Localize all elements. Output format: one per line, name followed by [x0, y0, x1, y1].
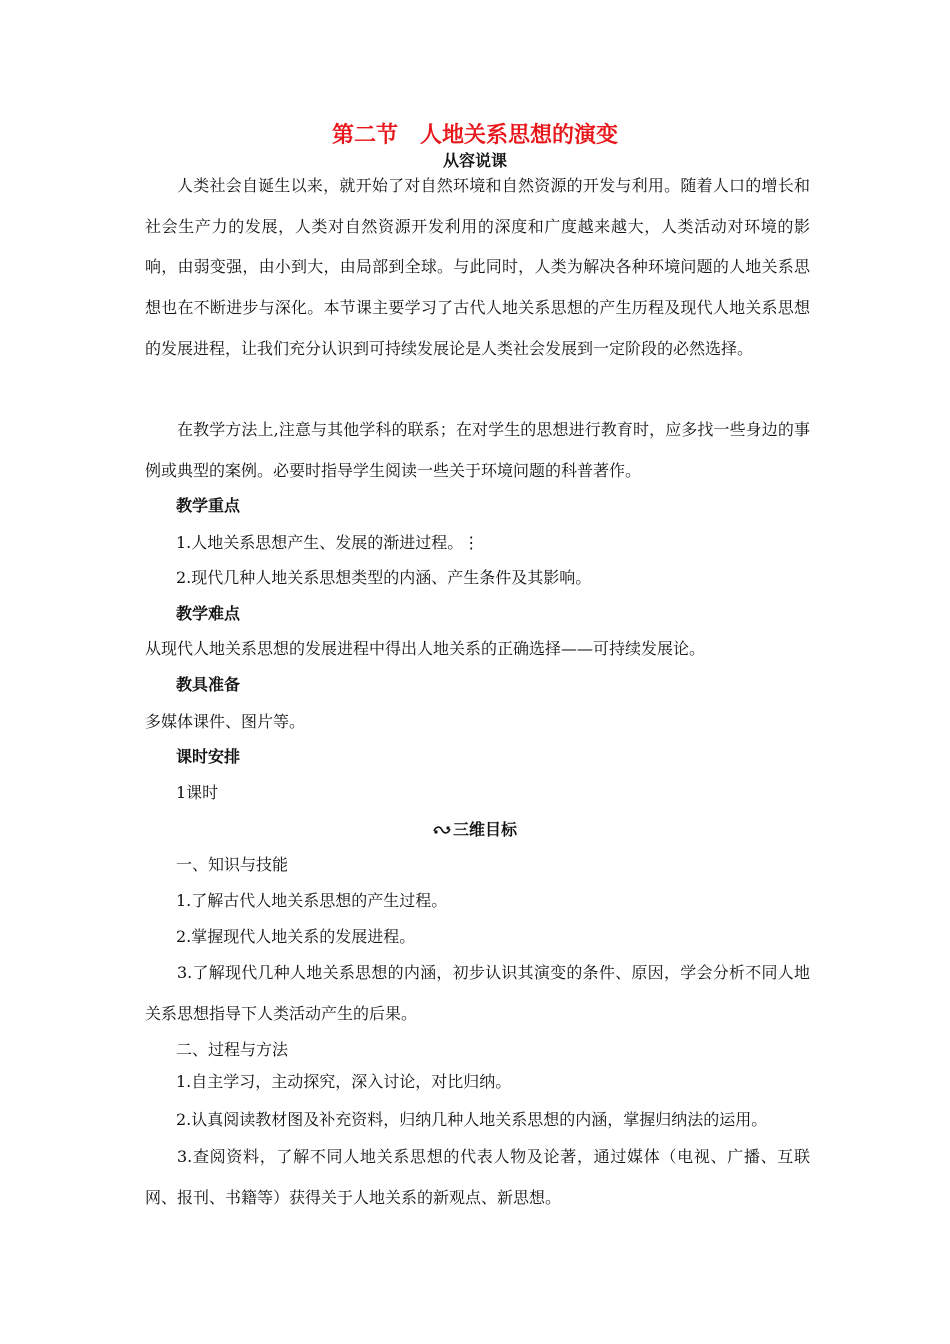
scroll-ornament-icon	[433, 820, 451, 842]
tools-heading: 教具准备	[176, 675, 241, 694]
key-point-item: 2.现代几种人地关系思想类型的内涵、产生条件及其影响。	[176, 568, 592, 587]
knowledge-item: 1.了解古代人地关系思想的产生过程。	[176, 891, 448, 910]
tools-text: 多媒体课件、图片等。	[145, 712, 306, 731]
knowledge-item: 3.了解现代几种人地关系思想的内涵，初步认识其演变的条件、原因，学会分析不同人地关系思想指导下人类活动产生的后果。	[145, 963, 810, 1023]
process-item: 2.认真阅读教材图及补充资料，归纳几种人地关系思想的内涵，掌握归纳法的运用。	[176, 1110, 768, 1129]
key-points-heading: 教学重点	[176, 496, 241, 515]
difficulty-heading: 教学难点	[176, 604, 241, 623]
key-point-item: 1.人地关系思想产生、发展的渐进过程。⋮	[176, 533, 480, 552]
knowledge-heading: 一、知识与技能	[176, 855, 289, 874]
schedule-heading: 课时安排	[176, 747, 241, 766]
method-paragraph: 在教学方法上,注意与其他学科的联系；在对学生的思想进行教育时，应多找一些身边的事例或典型的案例。必要时指导学生阅读一些关于环境问题的科普著作。	[145, 420, 810, 480]
difficulty-text: 从现代人地关系思想的发展进程中得出人地关系的正确选择——可持续发展论。	[145, 639, 706, 658]
process-item: 3.查阅资料，了解不同人地关系思想的代表人物及论著，通过媒体（电视、广播、互联网、报刊、书籍等）获得关于人地关系的新观点、新思想。	[145, 1147, 810, 1207]
goals-title: 三维目标	[452, 820, 517, 839]
intro-paragraph: 人类社会自诞生以来，就开始了对自然环境和自然资源的开发与利用。随着人口的增长和社会生产力的发展，人类对自然资源开发利用的深度和广度越来越大，人类活动对环境的影响，由弱变强，由小到大，由局部到全球。与此同时，人类为解决各种环境问题的人地关系思想也在不断进步与深化。本节课主要学习了古代人地关系思想的产生历程及现代人地关系思想的发展进程，让我们充分认识到可持续发展论是人类社会发展到一定阶段的必然选择。	[145, 176, 810, 358]
goals-title-row	[0, 819, 950, 842]
schedule-text: 1课时	[176, 783, 219, 802]
knowledge-item: 2.掌握现代人地关系的发展进程。	[176, 927, 416, 946]
process-item: 1.自主学习，主动探究，深入讨论，对比归纳。	[176, 1072, 512, 1091]
process-heading: 二、过程与方法	[176, 1040, 289, 1059]
page-subtitle: 从容说课	[442, 151, 507, 170]
page-title: 第二节 人地关系思想的演变	[331, 123, 618, 148]
